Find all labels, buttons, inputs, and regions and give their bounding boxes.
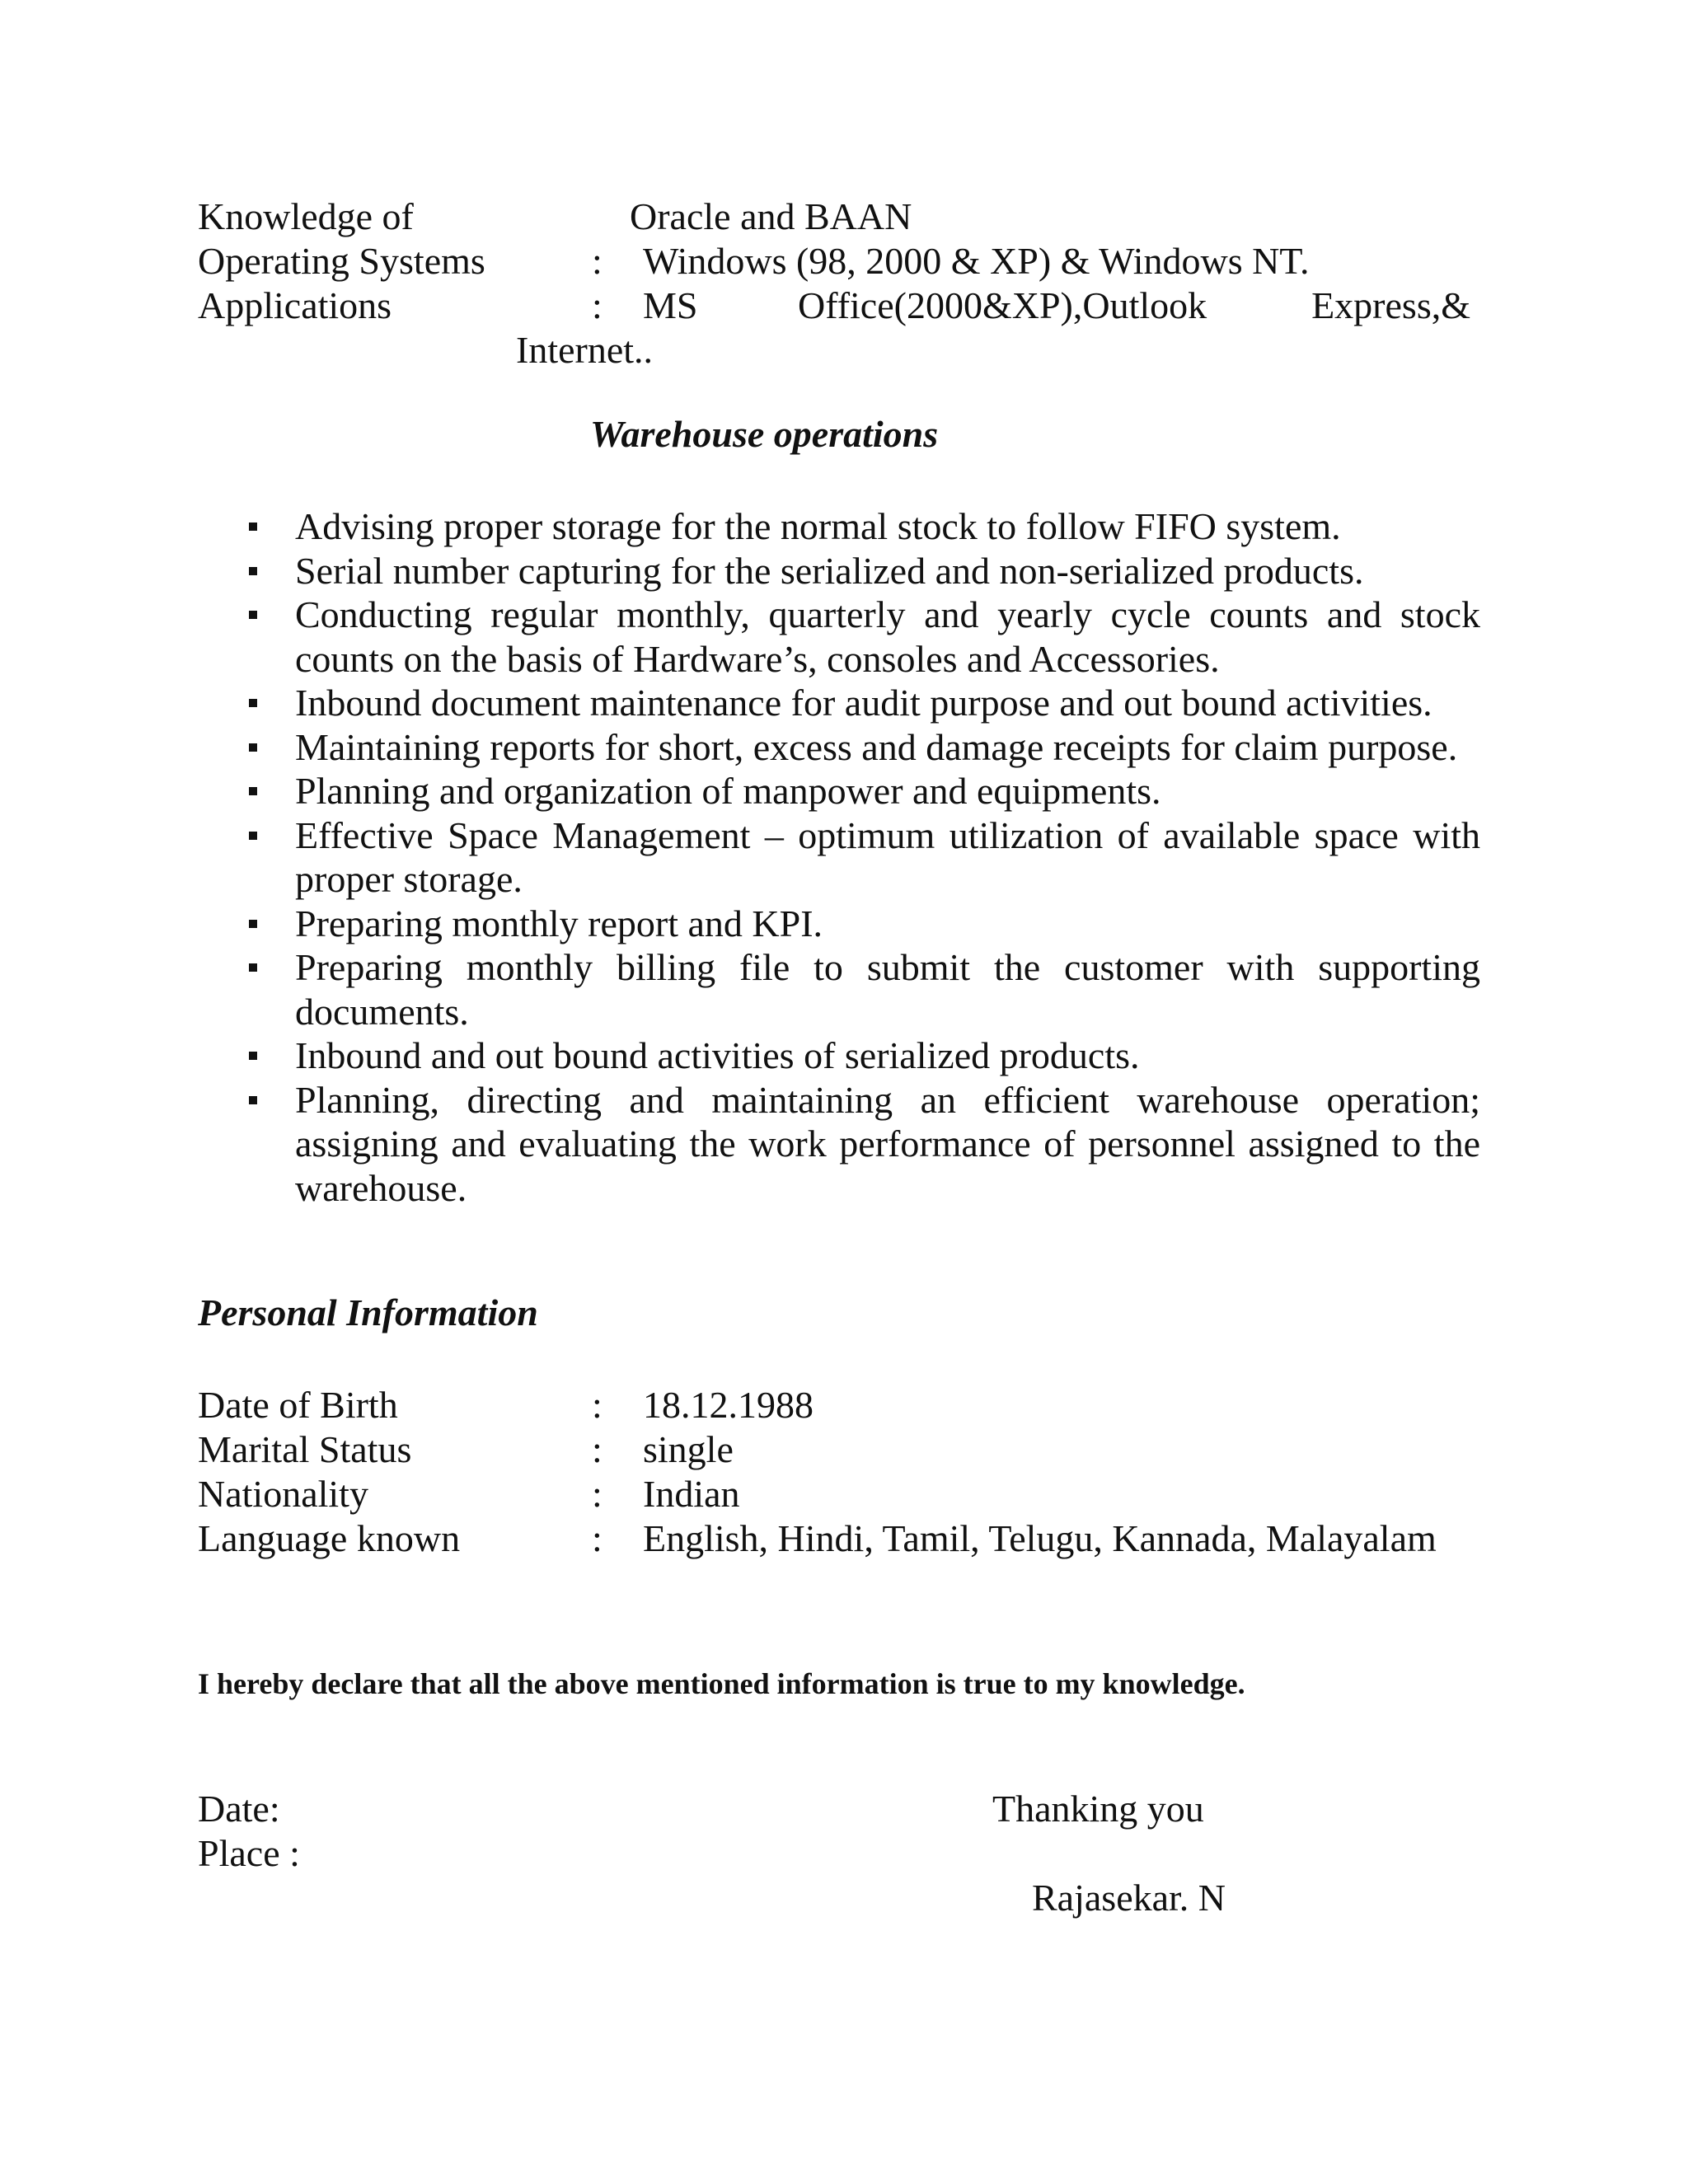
bullet-icon xyxy=(249,567,257,575)
list-item-text: Conducting regular monthly, quarterly and yearly cycle counts and stock counts on the basis of Hardware’s, consoles and Accessories. xyxy=(295,593,1480,680)
os-value: Windows (98, 2000 & XP) & Windows NT. xyxy=(643,240,1310,282)
apps-label: Applications xyxy=(198,284,392,326)
list-item xyxy=(295,681,1480,725)
signature-name: Rajasekar. N xyxy=(1032,1877,1226,1919)
apps-value-express: Express,& xyxy=(1311,284,1470,326)
list-item xyxy=(295,725,1480,770)
dob-value: 18.12.1988 xyxy=(643,1384,814,1426)
bullet-icon xyxy=(249,523,257,531)
list-item-text: Inbound and out bound activities of serialized products. xyxy=(295,1034,1140,1076)
list-item xyxy=(295,813,1480,902)
list-item xyxy=(295,1078,1480,1211)
list-item-text: Planning and organization of manpower and equipments. xyxy=(295,770,1161,812)
list-item-text: Maintaining reports for short, excess and damage receipts for claim purpose. xyxy=(295,725,1458,768)
nationality-colon: : xyxy=(592,1473,603,1515)
list-item-text: Advising proper storage for the normal stock to follow FIFO system. xyxy=(295,505,1341,547)
apps-value-cont: Internet.. xyxy=(516,329,654,371)
bullet-icon xyxy=(249,787,257,795)
list-item-text: Serial number capturing for the serialized and non-serialized products. xyxy=(295,549,1364,592)
apps-colon: : xyxy=(592,284,603,326)
bullet-icon xyxy=(249,963,257,972)
declaration-text: I hereby declare that all the above mentioned information is true to my knowledge. xyxy=(198,1667,1245,1700)
place-label: Place : xyxy=(198,1832,300,1874)
thanks-text: Thanking you xyxy=(992,1788,1204,1830)
bullet-icon xyxy=(249,699,257,707)
nationality-label: Nationality xyxy=(198,1473,368,1515)
personal-heading: Personal Information xyxy=(198,1291,538,1333)
list-item xyxy=(295,549,1480,593)
list-item xyxy=(295,945,1480,1033)
date-label: Date: xyxy=(198,1788,280,1830)
language-label: Language known xyxy=(198,1517,461,1559)
knowledge-value: Oracle and BAAN xyxy=(630,195,912,237)
bullet-icon xyxy=(249,920,257,928)
knowledge-label: Knowledge of xyxy=(198,195,414,237)
marital-value: single xyxy=(643,1428,734,1470)
list-item xyxy=(295,902,1480,946)
language-value: English, Hindi, Tamil, Telugu, Kannada, Malayalam xyxy=(643,1517,1437,1559)
list-item xyxy=(295,1033,1480,1078)
list-item xyxy=(295,504,1480,549)
list-item xyxy=(295,769,1480,813)
list-item xyxy=(295,593,1480,681)
marital-label: Marital Status xyxy=(198,1428,412,1470)
list-item-text: Preparing monthly report and KPI. xyxy=(295,902,823,944)
dob-colon: : xyxy=(592,1384,603,1426)
list-item-text: Inbound document maintenance for audit purpose and out bound activities. xyxy=(295,682,1432,724)
bullet-icon xyxy=(249,832,257,840)
list-item-text: Planning, directing and maintaining an efficient warehouse operation; assigning and evaluating the work performance of personnel assigned to the warehouse. xyxy=(295,1078,1480,1209)
os-label: Operating Systems xyxy=(198,240,485,282)
language-colon: : xyxy=(592,1517,603,1559)
dob-label: Date of Birth xyxy=(198,1384,398,1426)
os-colon: : xyxy=(592,240,603,282)
warehouse-heading: Warehouse operations xyxy=(590,413,939,455)
bullet-icon xyxy=(249,743,257,752)
warehouse-list xyxy=(0,504,1688,1210)
nationality-value: Indian xyxy=(643,1473,740,1515)
apps-value-office: Office(2000&XP),Outlook xyxy=(798,284,1207,326)
marital-colon: : xyxy=(592,1428,603,1470)
bullet-icon xyxy=(249,1096,257,1104)
bullet-icon xyxy=(249,611,257,619)
list-item-text: Effective Space Management – optimum utilization of available space with proper storage. xyxy=(295,813,1480,900)
list-item-text: Preparing monthly billing file to submit the customer with supporting documents. xyxy=(295,946,1480,1033)
bullet-icon xyxy=(249,1052,257,1060)
apps-value-ms: MS xyxy=(643,284,698,326)
